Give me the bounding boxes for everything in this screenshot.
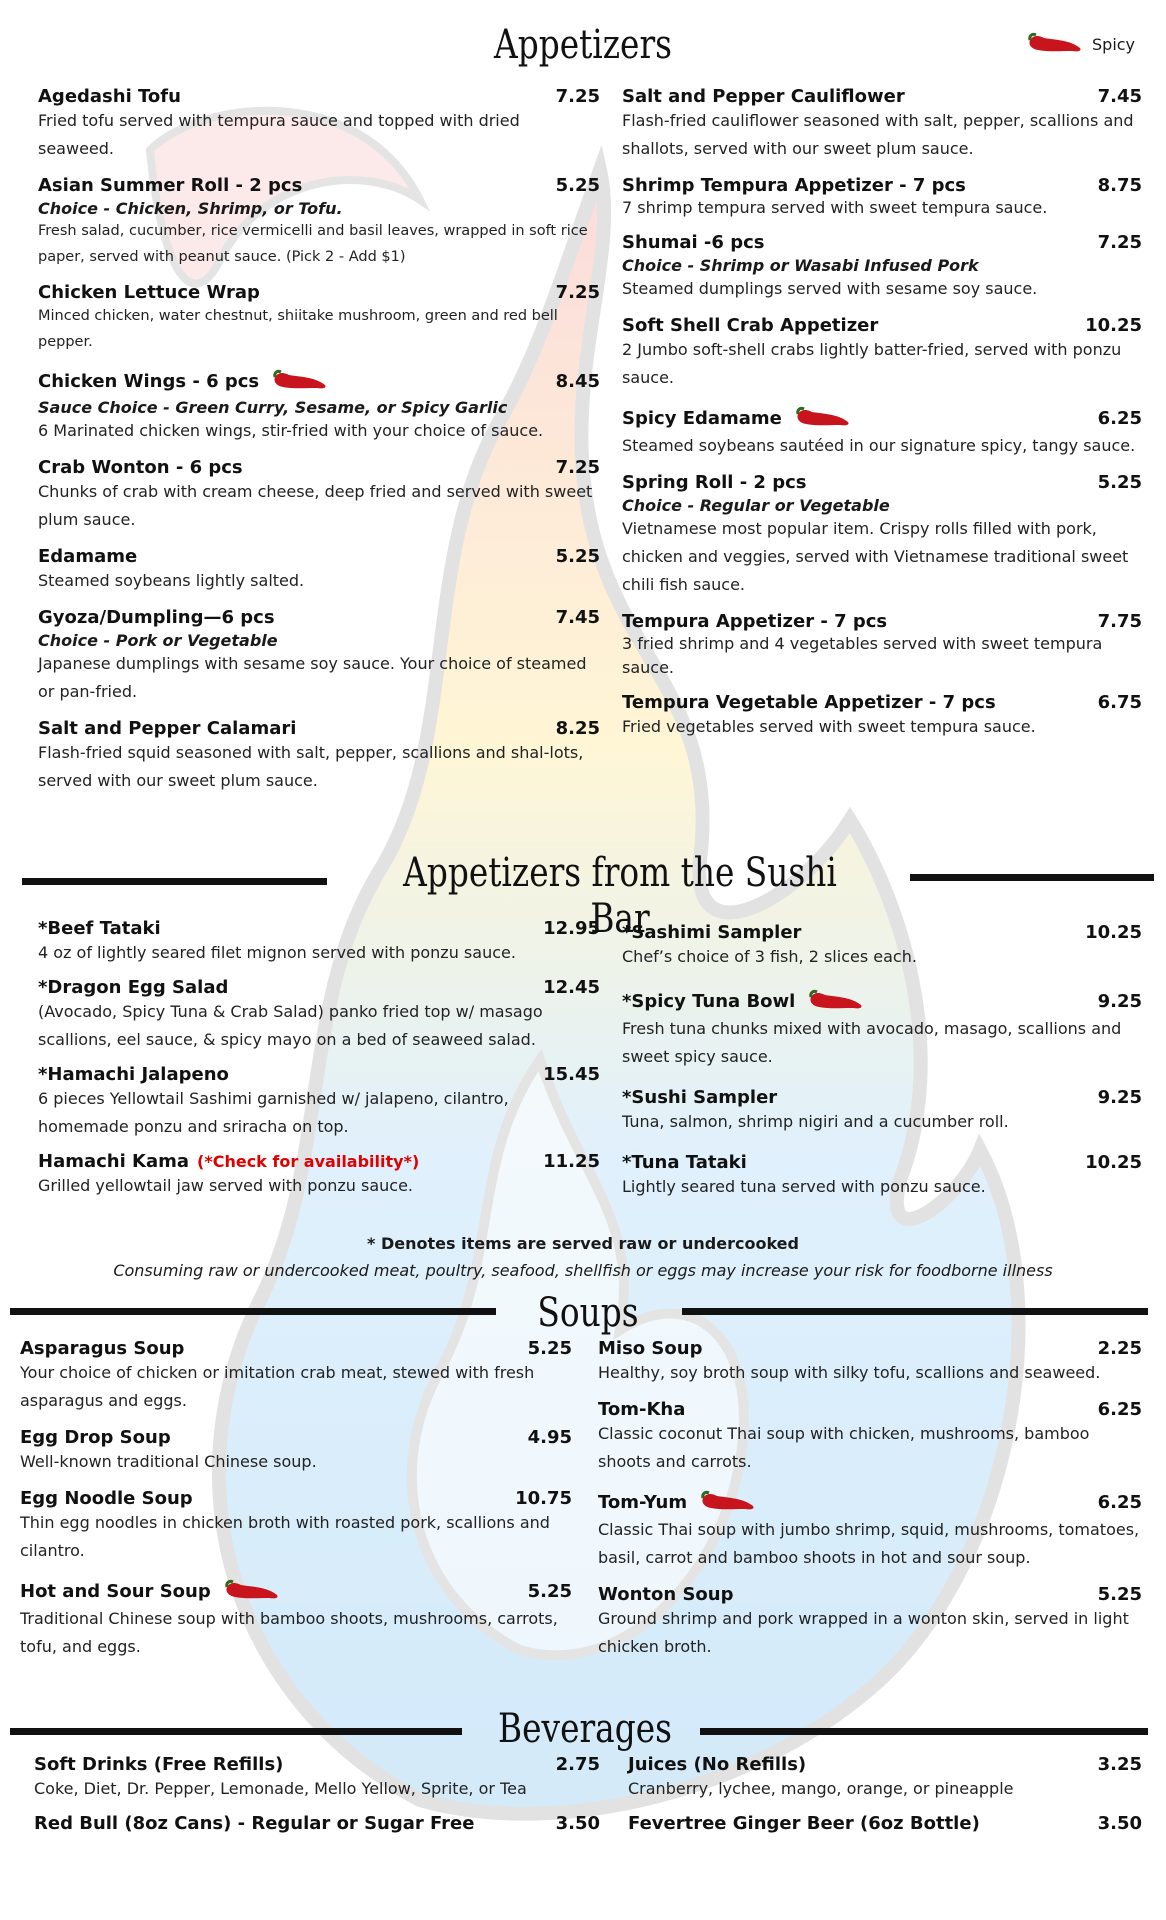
- menu-item-description: Japanese dumplings with sesame soy sauce. Your choice of steamed or pan-fried.: [38, 654, 587, 701]
- menu-item-price: 6.75: [1097, 692, 1142, 713]
- menu-item-price: 7.25: [555, 282, 600, 303]
- menu-item-name-wrap: [34, 1754, 283, 1775]
- menu-item-price: 7.25: [555, 457, 600, 478]
- section-divider: [910, 874, 1154, 881]
- menu-item-name: Red Bull (8oz Cans) - Regular or Sugar Free: [34, 1813, 475, 1834]
- menu-item-name-wrap: [20, 1577, 281, 1605]
- section-divider: [682, 1308, 1148, 1315]
- menu-item-header: [38, 175, 600, 196]
- menu-item-name-wrap: [622, 315, 878, 336]
- menu-item-price: 9.25: [1097, 1087, 1142, 1108]
- menu-item-price: 8.75: [1097, 175, 1142, 196]
- menu-item-description: Healthy, soy broth soup with silky tofu, scallions and seaweed.: [598, 1363, 1101, 1382]
- menu-item-name: Chicken Wings - 6 pcs: [38, 370, 260, 392]
- menu-item-name: *Spicy Tuna Bowl: [622, 990, 796, 1012]
- menu-item-description: Chunks of crab with cream cheese, deep fried and served with sweet plum sauce.: [38, 482, 593, 529]
- menu-item: [34, 1754, 600, 1803]
- section-divider: [10, 1308, 496, 1315]
- menu-item: [38, 367, 600, 445]
- menu-item-header: [20, 1577, 572, 1605]
- soups-right-column: [598, 1338, 1142, 1673]
- menu-item-name-wrap: [622, 1087, 777, 1108]
- menu-item-name: Spring Roll - 2 pcs: [622, 472, 807, 493]
- menu-item-price: 3.50: [555, 1813, 600, 1834]
- menu-item-name: Crab Wonton - 6 pcs: [38, 457, 243, 478]
- menu-item-header: [622, 692, 1142, 713]
- menu-item: [20, 1338, 572, 1415]
- menu-item-header: [598, 1338, 1142, 1359]
- menu-item-description: Steamed soybeans lightly salted.: [38, 571, 305, 590]
- appetizers-right-column: [622, 86, 1142, 753]
- spicy-legend: [1014, 30, 1135, 58]
- menu-item-name-wrap: [38, 918, 161, 939]
- soups-title: Soups: [537, 1290, 639, 1336]
- menu-item-description: 3 fried shrimp and 4 vegetables served with sweet tempura sauce.: [622, 634, 1103, 677]
- menu-item-name-wrap: [38, 86, 181, 107]
- menu-item-name-wrap: [628, 1754, 806, 1775]
- menu-item-name: Egg Noodle Soup: [20, 1488, 193, 1509]
- menu-item-choice: Choice - Chicken, Shrimp, or Tofu.: [38, 199, 343, 218]
- menu-item-name-wrap: [38, 175, 302, 196]
- menu-item-name: Wonton Soup: [598, 1584, 734, 1605]
- menu-item-description: Ground shrimp and pork wrapped in a wonton skin, served in light chicken broth.: [598, 1609, 1129, 1656]
- menu-item-price: 8.45: [555, 370, 600, 392]
- menu-item-name: Egg Drop Soup: [20, 1427, 171, 1448]
- menu-item-name-wrap: [628, 1813, 980, 1834]
- menu-item-name-wrap: [598, 1488, 757, 1516]
- menu-item-description: Steamed dumplings served with sesame soy sauce.: [622, 279, 1038, 298]
- menu-item-name: Edamame: [38, 546, 138, 567]
- menu-item-price: 3.25: [1097, 1754, 1142, 1775]
- menu-item-choice: Sauce Choice - Green Curry, Sesame, or Spicy Garlic: [38, 398, 508, 417]
- menu-item-name: Salt and Pepper Calamari: [38, 718, 297, 739]
- chili-pepper-icon: [807, 987, 865, 1015]
- menu-item-name-wrap: [622, 232, 764, 253]
- availability-note: (*Check for availability*): [197, 1152, 420, 1171]
- menu-item-description: Fresh salad, cucumber, rice vermicelli and basil leaves, wrapped in soft rice paper, served with peanut sauce. (Pick 2 - Add $1): [38, 223, 588, 265]
- menu-item-description: Chef’s choice of 3 fish, 2 slices each.: [622, 947, 917, 966]
- menu-item-header: [622, 922, 1142, 943]
- menu-item-name: *Sashimi Sampler: [622, 922, 802, 943]
- menu-item-name: *Tuna Tataki: [622, 1152, 747, 1173]
- menu-item-name: Tempura Vegetable Appetizer - 7 pcs: [622, 692, 996, 713]
- chili-pepper-icon: [1026, 30, 1084, 58]
- menu-item-header: [38, 546, 600, 567]
- menu-item-name: Tom-Yum: [598, 1491, 688, 1513]
- menu-item-price: 7.25: [555, 86, 600, 107]
- raw-note-warning: Consuming raw or undercooked meat, poultry, seafood, shellfish or eggs may increase your risk for foodborne illness: [113, 1261, 1053, 1280]
- menu-item: [622, 175, 1142, 220]
- menu-item: [622, 922, 1142, 971]
- menu-item-header: [622, 1087, 1142, 1108]
- menu-item-header: [38, 1151, 600, 1172]
- menu-item: [622, 86, 1142, 163]
- menu-item-name: Miso Soup: [598, 1338, 703, 1359]
- menu-item-header: [38, 367, 600, 395]
- menu-item-header: [622, 232, 1142, 253]
- menu-item-description: Classic Thai soup with jumbo shrimp, squid, mushrooms, tomatoes, basil, carrot and bamboo shoots in hot and sour soup.: [598, 1520, 1140, 1567]
- menu-item-name-wrap: [622, 922, 801, 943]
- menu-item-name-wrap: [38, 607, 275, 628]
- menu-item-description: Flash-fried cauliflower seasoned with salt, pepper, scallions and shallots, served with our sweet plum sauce.: [622, 111, 1134, 158]
- menu-item-name-wrap: [38, 1151, 419, 1172]
- menu-item-price: 12.95: [543, 918, 600, 939]
- menu-item-price: 10.75: [515, 1488, 572, 1509]
- menu-item: [20, 1427, 572, 1476]
- menu-item-description: Fried tofu served with tempura sauce and topped with dried seaweed.: [38, 111, 520, 158]
- menu-item-header: [622, 987, 1142, 1015]
- beverages-right-column: [628, 1754, 1142, 1844]
- menu-item-name-wrap: [34, 1813, 474, 1834]
- menu-item-description: Traditional Chinese soup with bamboo shoots, mushrooms, carrots, tofu, and eggs.: [20, 1609, 558, 1656]
- menu-item: [622, 232, 1142, 303]
- menu-item-name-wrap: [38, 1064, 229, 1085]
- menu-item-header: [38, 977, 600, 998]
- menu-item-name: Asparagus Soup: [20, 1338, 185, 1359]
- menu-item-name: Salt and Pepper Cauliflower: [622, 86, 905, 107]
- menu-item-name-wrap: [622, 86, 905, 107]
- menu-item: [38, 175, 600, 270]
- menu-item: [38, 282, 600, 355]
- sushi-right-column: [622, 922, 1142, 1217]
- menu-item: [38, 918, 600, 967]
- menu-item-header: [598, 1584, 1142, 1605]
- menu-item: [628, 1754, 1142, 1803]
- menu-item: [38, 86, 600, 163]
- menu-item-name: *Dragon Egg Salad: [38, 977, 229, 998]
- appetizers-title: Appetizers: [494, 22, 672, 68]
- menu-item-description: Steamed soybeans sautéed in our signature spicy, tangy sauce.: [622, 436, 1136, 455]
- menu-item-description: 4 oz of lightly seared filet mignon served with ponzu sauce.: [38, 943, 516, 962]
- menu-item-description: Classic coconut Thai soup with chicken, mushrooms, bamboo shoots and carrots.: [598, 1424, 1090, 1471]
- menu-item-name-wrap: [622, 692, 996, 713]
- menu-item-header: [622, 404, 1142, 432]
- menu-item-name: Shumai -6 pcs: [622, 232, 765, 253]
- menu-item: [38, 718, 600, 795]
- menu-item-header: [622, 472, 1142, 493]
- menu-item-description: Flash-fried squid seasoned with salt, pepper, scallions and shal-lots, served with our sweet plum sauce.: [38, 743, 584, 790]
- menu-item-price: 7.25: [1097, 232, 1142, 253]
- menu-item-description: 6 pieces Yellowtail Sashimi garnished w/ jalapeno, cilantro, homemade ponzu and sriracha on top.: [38, 1089, 509, 1136]
- menu-item-name: *Sushi Sampler: [622, 1087, 778, 1108]
- menu-item: [38, 546, 600, 595]
- menu-item: [20, 1488, 572, 1565]
- menu-item-price: 5.25: [1097, 1584, 1142, 1605]
- menu-item-price: 12.45: [543, 977, 600, 998]
- menu-item-choice: Choice - Pork or Vegetable: [38, 631, 278, 650]
- menu-item-header: [34, 1754, 600, 1775]
- menu-item-name-wrap: [38, 546, 137, 567]
- menu-item-description: Grilled yellowtail jaw served with ponzu sauce.: [38, 1176, 414, 1195]
- sushi-left-column: [38, 918, 600, 1210]
- sushi-bar-title: Appetizers from the Sushi Bar: [403, 850, 837, 942]
- menu-item-price: 7.45: [555, 607, 600, 628]
- menu-item-header: [622, 175, 1142, 196]
- menu-item-header: [622, 1152, 1142, 1173]
- menu-item-name: Chicken Lettuce Wrap: [38, 282, 260, 303]
- menu-item-name: Soft Drinks (Free Refills): [34, 1754, 284, 1775]
- menu-item-name-wrap: [20, 1338, 184, 1359]
- menu-item-name: Juices (No Refills): [628, 1754, 807, 1775]
- menu-item-name: Fevertree Ginger Beer (6oz Bottle): [628, 1813, 980, 1834]
- menu-item-header: [34, 1813, 600, 1834]
- menu-item: [34, 1813, 600, 1834]
- menu-item-header: [38, 607, 600, 628]
- menu-item: [622, 404, 1142, 460]
- menu-item-name-wrap: [622, 472, 807, 493]
- menu-item-description: Lightly seared tuna served with ponzu sauce.: [622, 1177, 986, 1196]
- menu-item-price: 15.45: [543, 1064, 600, 1085]
- menu-item-header: [38, 457, 600, 478]
- menu-item-name: *Hamachi Jalapeno: [38, 1064, 229, 1085]
- menu-item-name: Soft Shell Crab Appetizer: [622, 315, 879, 336]
- menu-item-description: (Avocado, Spicy Tuna & Crab Salad) panko fried top w/ masago scallions, eel sauce, & spicy mayo on a bed of seaweed salad.: [38, 1002, 543, 1049]
- menu-item: [622, 611, 1142, 680]
- menu-item-description: 2 Jumbo soft-shell crabs lightly batter-fried, served with ponzu sauce.: [622, 340, 1122, 387]
- menu-item-description: Fresh tuna chunks mixed with avocado, masago, scallions and sweet spicy sauce.: [622, 1019, 1122, 1066]
- menu-item: [622, 1152, 1142, 1201]
- menu-item: [622, 987, 1142, 1071]
- menu-item-name: Shrimp Tempura Appetizer - 7 pcs: [622, 175, 966, 196]
- section-divider: [22, 878, 327, 885]
- menu-item: [38, 457, 600, 534]
- menu-item: [622, 1087, 1142, 1136]
- menu-item-price: 5.25: [527, 1338, 572, 1359]
- menu-item-price: 6.25: [1097, 1399, 1142, 1420]
- section-divider: [700, 1728, 1148, 1735]
- menu-item-description: Coke, Diet, Dr. Pepper, Lemonade, Mello Yellow, Sprite, or Tea: [34, 1779, 527, 1798]
- menu-item: [38, 1064, 600, 1141]
- menu-item-header: [20, 1488, 572, 1509]
- menu-item: [598, 1338, 1142, 1387]
- raw-note: [0, 1234, 1166, 1280]
- menu-item-name-wrap: [622, 1152, 747, 1173]
- menu-item-header: [628, 1813, 1142, 1834]
- menu-item-description: Minced chicken, water chestnut, shiitake mushroom, green and red bell pepper.: [38, 308, 558, 350]
- menu-item-name: Tempura Appetizer - 7 pcs: [622, 611, 888, 632]
- menu-item-name-wrap: [38, 977, 228, 998]
- menu-item-price: 8.25: [555, 718, 600, 739]
- menu-item-choice: Choice - Regular or Vegetable: [622, 496, 890, 515]
- menu-item-name: Gyoza/Dumpling—6 pcs: [38, 607, 275, 628]
- chili-pepper-icon: [699, 1488, 757, 1516]
- menu-item-header: [38, 282, 600, 303]
- menu-item-price: 10.25: [1085, 315, 1142, 336]
- section-divider: [10, 1728, 462, 1735]
- menu-item-choice: Choice - Shrimp or Wasabi Infused Pork: [622, 256, 979, 275]
- menu-item-price: 4.95: [527, 1427, 572, 1448]
- raw-note-bold: * Denotes items are served raw or undercooked: [367, 1234, 799, 1253]
- menu-item-header: [38, 918, 600, 939]
- chili-pepper-icon: [223, 1577, 281, 1605]
- menu-item-header: [598, 1488, 1142, 1516]
- menu-item-header: [622, 86, 1142, 107]
- menu-item-description: 6 Marinated chicken wings, stir-fried with your choice of sauce.: [38, 421, 544, 440]
- menu-item-name-wrap: [38, 718, 296, 739]
- menu-item-price: 7.75: [1097, 611, 1142, 632]
- menu-item-name: Hamachi Kama: [38, 1151, 190, 1172]
- menu-item: [20, 1577, 572, 1661]
- menu-item-header: [628, 1754, 1142, 1775]
- menu-item-name: Tom-Kha: [598, 1399, 686, 1420]
- menu-item: [628, 1813, 1142, 1834]
- menu-item-price: 6.25: [1097, 407, 1142, 429]
- menu-item: [622, 315, 1142, 392]
- menu-item-name: Agedashi Tofu: [38, 86, 181, 107]
- menu-item-name-wrap: [622, 404, 852, 432]
- menu-item-header: [38, 86, 600, 107]
- menu-item-name: Asian Summer Roll - 2 pcs: [38, 175, 303, 196]
- menu-item: [38, 607, 600, 706]
- menu-item-name-wrap: [598, 1338, 702, 1359]
- menu-item-description: Tuna, salmon, shrimp nigiri and a cucumber roll.: [622, 1112, 1009, 1131]
- menu-item-name-wrap: [20, 1427, 171, 1448]
- menu-item-price: 11.25: [543, 1151, 600, 1172]
- soups-left-column: [20, 1338, 572, 1673]
- menu-item-header: [38, 1064, 600, 1085]
- menu-item-name-wrap: [598, 1399, 685, 1420]
- menu-item-description: 7 shrimp tempura served with sweet tempura sauce.: [622, 198, 1048, 217]
- appetizers-left-column: [38, 86, 600, 807]
- menu-item-price: 5.25: [1097, 472, 1142, 493]
- menu-item-price: 9.25: [1097, 990, 1142, 1012]
- menu-item-description: Your choice of chicken or imitation crab meat, stewed with fresh asparagus and eggs.: [20, 1363, 535, 1410]
- menu-item-name-wrap: [20, 1488, 193, 1509]
- menu-item-name: Hot and Sour Soup: [20, 1580, 211, 1602]
- menu-item: [598, 1584, 1142, 1661]
- menu-item-name-wrap: [622, 611, 887, 632]
- beverages-left-column: [34, 1754, 600, 1844]
- menu-item-price: 5.25: [527, 1580, 572, 1602]
- menu-item-price: 3.50: [1097, 1813, 1142, 1834]
- menu-item-name: Spicy Edamame: [622, 407, 782, 429]
- menu-item: [598, 1488, 1142, 1572]
- menu-item-header: [20, 1427, 572, 1448]
- menu-item-name: *Beef Tataki: [38, 918, 161, 939]
- menu-item-header: [622, 315, 1142, 336]
- menu-item-header: [598, 1399, 1142, 1420]
- menu-item-price: 2.75: [555, 1754, 600, 1775]
- menu-item-name-wrap: [622, 175, 966, 196]
- menu-item-name-wrap: [38, 367, 329, 395]
- beverages-title: Beverages: [498, 1706, 672, 1752]
- menu-item-price: 5.25: [555, 546, 600, 567]
- menu-item-description: Well-known traditional Chinese soup.: [20, 1452, 317, 1471]
- menu-item-price: 2.25: [1097, 1338, 1142, 1359]
- menu-item-header: [20, 1338, 572, 1359]
- chili-pepper-icon: [271, 367, 329, 395]
- menu-item-name-wrap: [598, 1584, 733, 1605]
- menu-item-name-wrap: [38, 457, 243, 478]
- menu-item-price: 7.45: [1097, 86, 1142, 107]
- menu-item-price: 10.25: [1085, 1152, 1142, 1173]
- menu-item-header: [38, 718, 600, 739]
- menu-item: [38, 977, 600, 1054]
- menu-item-header: [622, 611, 1142, 632]
- legend-label: Spicy: [1092, 34, 1136, 54]
- menu-item: [622, 692, 1142, 741]
- menu-item-description: Fried vegetables served with sweet tempura sauce.: [622, 717, 1036, 736]
- menu-item-description: Cranberry, lychee, mango, orange, or pineapple: [628, 1779, 1014, 1798]
- menu-item: [38, 1151, 600, 1200]
- menu-item-price: 10.25: [1085, 922, 1142, 943]
- menu-item-description: Thin egg noodles in chicken broth with roasted pork, scallions and cilantro.: [20, 1513, 550, 1560]
- menu-item-name-wrap: [622, 987, 865, 1015]
- menu-item-price: 5.25: [555, 175, 600, 196]
- menu-item-name-wrap: [38, 282, 260, 303]
- menu-item: [598, 1399, 1142, 1476]
- menu-item: [622, 472, 1142, 599]
- chili-pepper-icon: [794, 404, 852, 432]
- menu-item-price: 6.25: [1097, 1491, 1142, 1513]
- menu-item-description: Vietnamese most popular item. Crispy rolls filled with pork, chicken and veggies, served with Vietnamese traditional sweet chili fish sauce.: [622, 519, 1129, 594]
